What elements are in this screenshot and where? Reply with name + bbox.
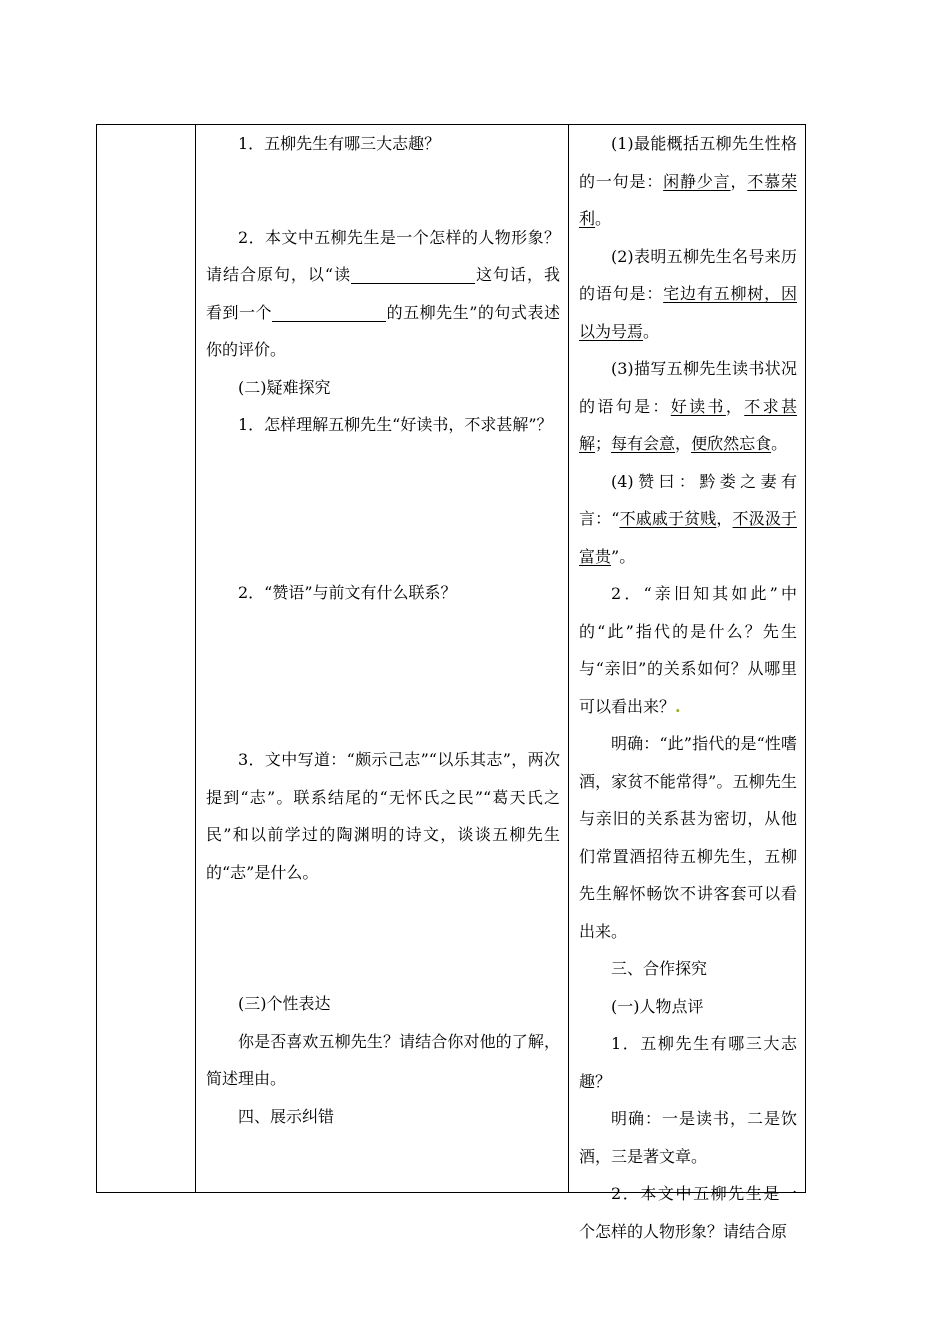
section-correction-title: 四、展示纠错 (238, 1106, 335, 1126)
cooperation-question-1: 1．五柳先生有哪三大志趣？ (579, 1034, 797, 1091)
answer-column (569, 125, 806, 1241)
difficulty-question-2: 2．“赞语”与前文有什么联系？ (238, 582, 457, 602)
question-2: 2．本文中五柳先生是一个怎样的人物形象？请结合原句，以“读 这句话，我看到一个 的五柳先生”的句式表述你的评价。 (206, 227, 560, 359)
green-dot-mark: . (675, 696, 681, 716)
answer-relatives: 明确：“此”指代的是“性嗜酒，家贫不能常得”。五柳先生与亲旧的关系甚为密切，从他们常置酒招待五柳先生，五柳先生解怀畅饮不讲客套可以看出来。 (579, 734, 797, 941)
section-difficulty-title: (二)疑难探究 (238, 377, 331, 397)
answer-2: (2)表明五柳先生名号来历的语句是：宅边有五柳树，因以为号焉。 (579, 246, 797, 341)
subsection-character-title: (一)人物点评 (611, 996, 704, 1016)
answer-3: (3)描写五柳先生读书状况的语句是：好读书，不求甚解；每有会意，便欣然忘食。 (579, 359, 797, 453)
table-row (97, 125, 806, 1193)
difficulty-question-1: 1．怎样理解五柳先生“好读书，不求甚解”？ (238, 415, 553, 434)
section-cooperation-title: 三、合作探究 (611, 959, 708, 978)
student-column (196, 125, 569, 1193)
answer-blank (351, 265, 475, 284)
question-relatives: 2．“亲旧知其如此”中的“此”指代的是什么？先生与“亲旧”的关系如何？从哪里可以看出来？. (579, 584, 797, 716)
cooperation-question-2: 2．本文中五柳先生是一个怎样的人物形象？请结合原 (579, 1184, 797, 1241)
answer-4: (4)赞曰：黔娄之妻有言：“不戚戚于贫贱，不汲汲于富贵”。 (579, 471, 797, 566)
label-column (97, 125, 196, 1193)
answer-blank (272, 303, 386, 322)
section-personal-title: (三)个性表达 (238, 994, 331, 1013)
cooperation-answer-1: 明确：一是读书，二是饮酒，三是著文章。 (579, 1109, 797, 1166)
personal-question: 你是否喜欢五柳先生？请结合你对他的了解，简述理由。 (206, 1031, 560, 1088)
lesson-table (96, 124, 806, 1241)
answer-1: (1)最能概括五柳先生性格的一句是：闲静少言，不慕荣利。 (579, 134, 797, 228)
question-1: 1．五柳先生有哪三大志趣？ (238, 134, 441, 153)
difficulty-question-3: 3．文中写道：“颇示己志”“以乐其志”，两次提到“志”。联系结尾的“无怀氏之民”“葛天氏之民”和以前学过的陶渊明的诗文，谈谈五柳先生的“志”是什么。 (206, 750, 560, 882)
